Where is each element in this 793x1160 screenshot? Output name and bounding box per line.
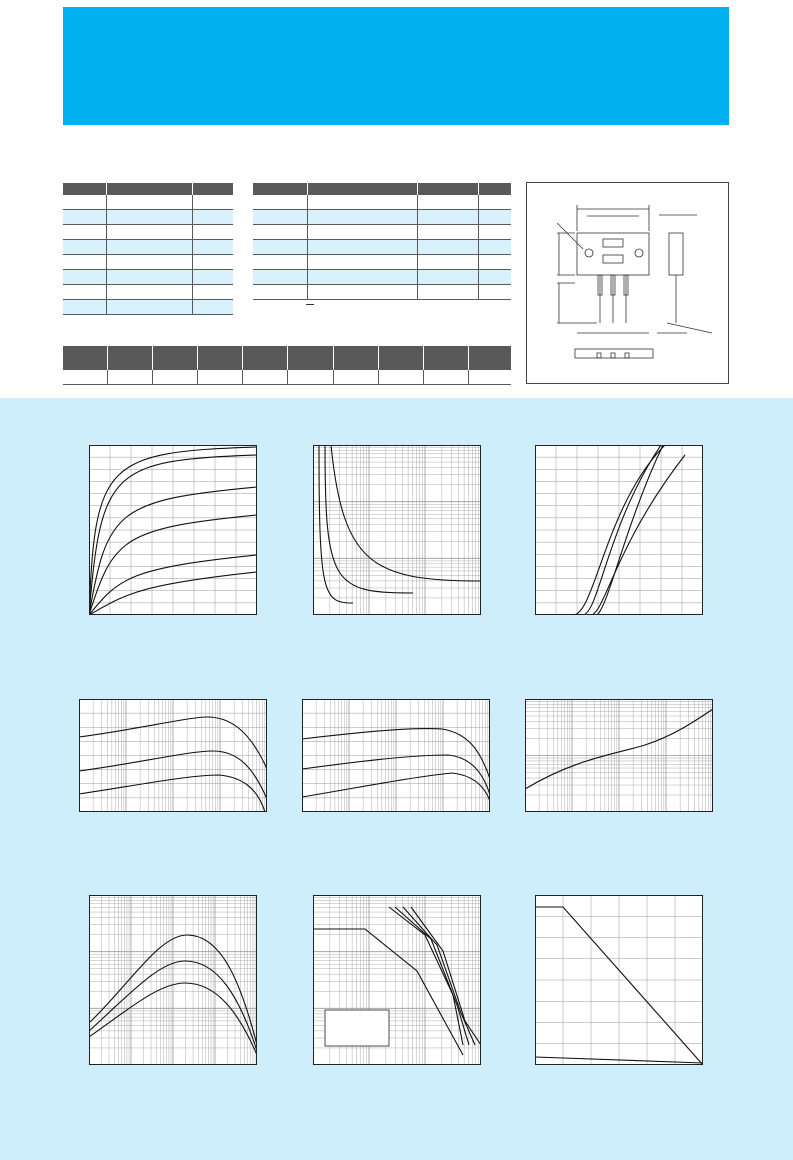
graph-1-panel — [89, 445, 257, 615]
graph-3-panel — [535, 445, 703, 615]
table-row — [253, 195, 511, 210]
graph-5 — [302, 699, 490, 812]
graph-9-panel — [535, 895, 703, 1065]
graph-3 — [535, 445, 703, 615]
table-row — [63, 270, 233, 285]
table-row — [63, 240, 233, 255]
table-row — [63, 255, 233, 270]
graph-1 — [89, 445, 257, 615]
package-outline-svg — [527, 183, 728, 383]
table-row — [63, 210, 233, 225]
electrical-characteristics-table — [253, 183, 511, 300]
graph-7-panel — [89, 895, 257, 1065]
graph-2 — [313, 445, 481, 615]
graph-4 — [79, 699, 267, 812]
table-row — [253, 240, 511, 255]
graph-4-panel — [79, 699, 267, 812]
classification-table — [63, 346, 511, 385]
curve-line — [319, 445, 353, 603]
graph-8-panel — [313, 895, 481, 1065]
table-row — [253, 270, 511, 285]
legend-box — [325, 1010, 389, 1046]
plot-frame — [314, 446, 481, 615]
graph-2-panel — [313, 445, 481, 615]
curve-line — [331, 445, 481, 581]
table-row — [253, 210, 511, 225]
table-row — [253, 285, 511, 300]
table-row — [63, 370, 511, 385]
table-header-row — [63, 183, 233, 195]
graph-8 — [313, 895, 481, 1065]
table-row — [63, 225, 233, 240]
graph-5-panel — [302, 699, 490, 812]
table-row — [63, 285, 233, 300]
curve-line — [79, 775, 265, 812]
table-footnote-mark — [306, 304, 314, 305]
table-row — [63, 300, 233, 315]
table-header-row — [63, 346, 511, 370]
title-banner — [63, 7, 729, 125]
table-row — [63, 195, 233, 210]
graph-6 — [525, 699, 713, 812]
table-row — [253, 255, 511, 270]
graph-6-panel — [525, 699, 713, 812]
curve-line — [395, 907, 469, 1045]
table-row — [253, 225, 511, 240]
graph-9 — [535, 895, 703, 1065]
table-header-row — [253, 183, 511, 195]
absolute-max-ratings-table — [63, 183, 233, 315]
graph-7 — [89, 895, 257, 1065]
package-outline-drawing — [526, 182, 729, 384]
